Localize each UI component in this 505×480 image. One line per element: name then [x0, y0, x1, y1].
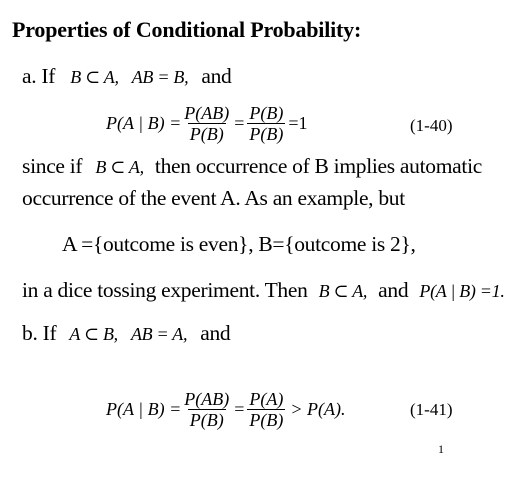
eq-1-40-frac2-numerator: P(B): [249, 103, 284, 123]
part-a-condition-1: B ⊂ A,: [70, 67, 119, 87]
part-b-condition-1: A ⊂ B,: [69, 324, 118, 344]
dice-line: [22, 278, 505, 303]
eq-1-41-fraction-2: [247, 389, 285, 430]
eq-1-40-frac1-denominator: P(B): [189, 124, 224, 144]
eq-1-41-frac1-denominator: P(B): [189, 410, 224, 430]
page-number: 1: [438, 442, 444, 456]
part-b-condition-2: AB = A,: [130, 324, 188, 344]
eq-1-41-rhs: > P(A).: [290, 399, 346, 419]
eq-1-40-fraction-2: [247, 103, 285, 144]
eq-1-41-equals: =: [234, 399, 245, 419]
eq-1-40-equals: =: [234, 113, 245, 133]
part-a-condition-2: AB = B,: [131, 67, 189, 87]
eq-1-41-fraction-1: [182, 389, 231, 430]
dice-condition: B ⊂ A,: [318, 281, 368, 301]
equation-1-40: [106, 103, 308, 144]
dice-result: P(A | B) =1.: [419, 281, 505, 301]
since-text: then occurrence of B implies automatic: [154, 154, 483, 178]
since-prefix: since if: [22, 154, 83, 178]
eq-1-40-fraction-1: [182, 103, 231, 144]
eq-1-40-rhs: =1: [288, 113, 308, 133]
part-a-label: a. If: [22, 64, 56, 88]
eq-1-41-frac2-denominator: P(B): [249, 410, 284, 430]
part-b-line: [22, 321, 230, 346]
since-condition: B ⊂ A,: [95, 157, 144, 177]
occurrence-line: occurrence of the event A. As an example, but: [22, 186, 405, 210]
eq-1-40-number: (1-40): [410, 116, 453, 135]
slide-title: Properties of Conditional Probability:: [12, 17, 362, 42]
part-a-line: [22, 64, 232, 89]
eq-1-41-frac2-numerator: P(A): [249, 389, 284, 409]
equation-1-41: [106, 389, 346, 430]
part-b-label: b. If: [22, 321, 57, 345]
example-line: A ={outcome is even}, B={outcome is 2},: [62, 232, 416, 256]
eq-1-40-frac1-numerator: P(AB): [184, 103, 230, 123]
eq-1-41-frac1-numerator: P(AB): [184, 389, 230, 409]
part-a-and: and: [201, 64, 232, 88]
eq-1-40-frac2-denominator: P(B): [249, 124, 284, 144]
since-line: [22, 154, 482, 179]
dice-text: in a dice tossing experiment. Then: [22, 278, 308, 302]
eq-1-41-lhs: P(A | B) =: [106, 399, 182, 419]
part-b-and: and: [200, 321, 231, 345]
dice-and: and: [378, 278, 409, 302]
eq-1-40-lhs: P(A | B) =: [106, 113, 182, 133]
eq-1-41-number: (1-41): [410, 400, 453, 419]
